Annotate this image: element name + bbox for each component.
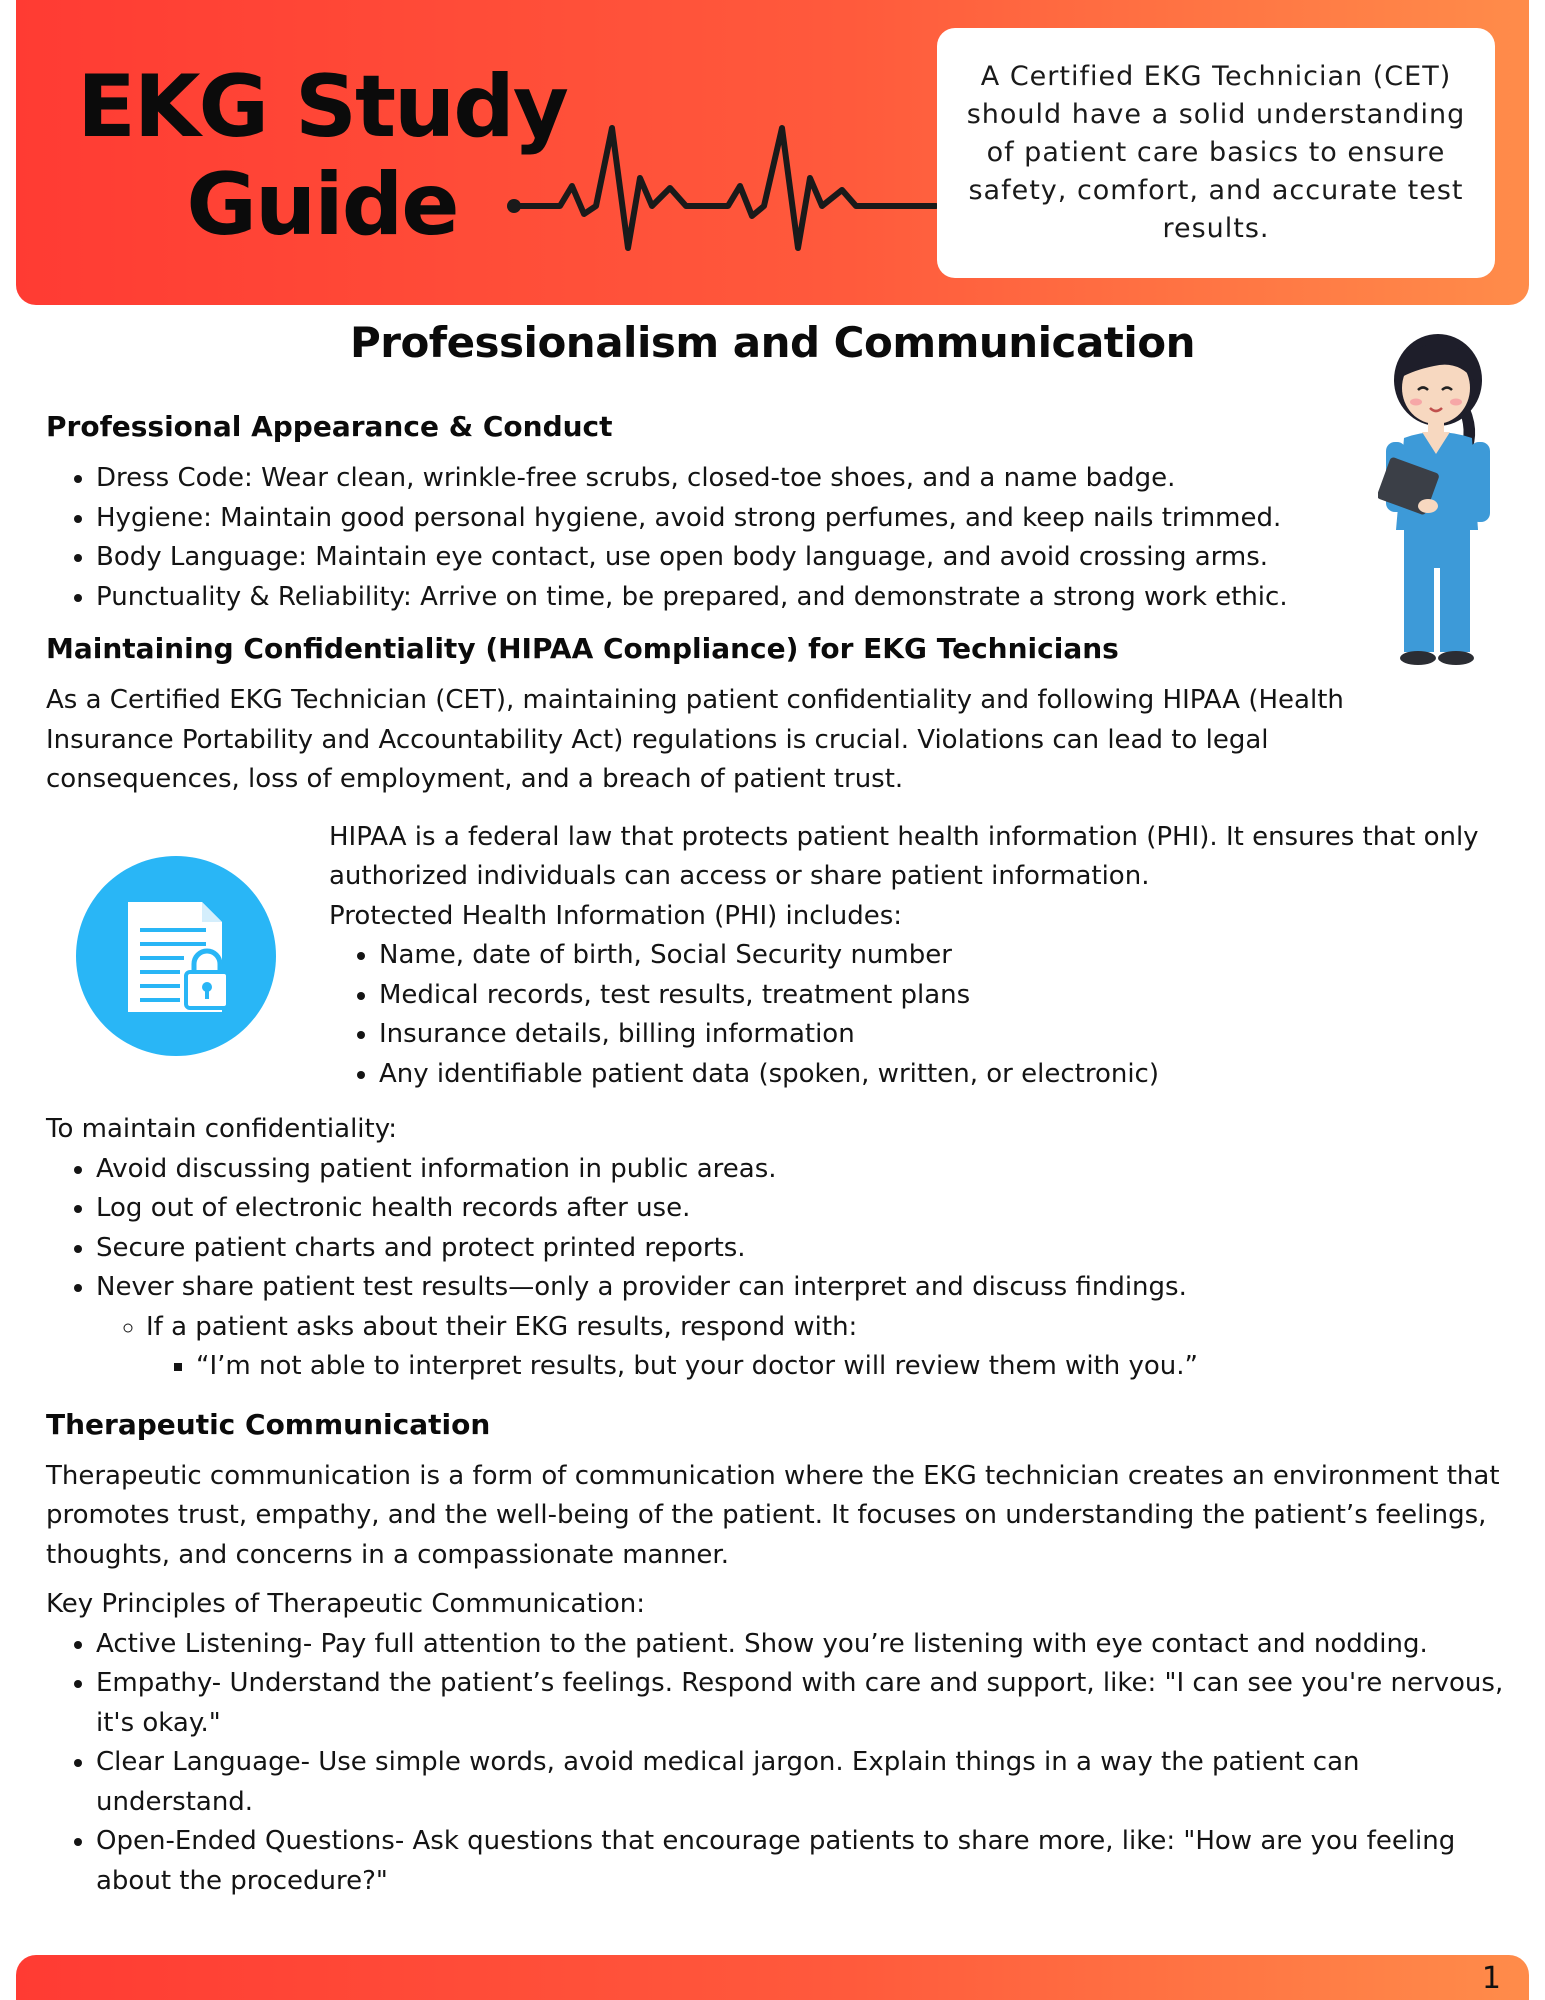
therapeutic-intro: Therapeutic communication is a form of communication where the EKG technician creates an environment that promotes trust, empathy, and the well-being of the patient. It focuses on understanding the patient’s feelings, thoughts, and concerns in a compassionate manner. bbox=[46, 1460, 1500, 1570]
list-item: • Insurance details, billing information bbox=[379, 1015, 1516, 1055]
principles-list bbox=[46, 1625, 1516, 1902]
list-item: • Log out of electronic health records after use. bbox=[96, 1189, 1516, 1229]
list-item: • Active Listening- Pay full attention to the patient. Show you’re listening with eye contact and nodding. bbox=[96, 1625, 1516, 1665]
list-item: • Open-Ended Questions- Ask questions that encourage patients to share more, like: "How are you feeling about the procedure?" bbox=[96, 1822, 1516, 1901]
sub-sub-list bbox=[146, 1347, 1516, 1387]
title-line-2: Guide bbox=[186, 155, 458, 255]
list-item: • Name, date of birth, Social Security number bbox=[379, 936, 1516, 976]
appearance-list bbox=[46, 459, 1516, 617]
secure-document-icon bbox=[76, 856, 276, 1056]
list-item: • Medical records, test results, treatment plans bbox=[379, 976, 1516, 1016]
section-title: Professionalism and Communication bbox=[349, 318, 1196, 367]
therapeutic-heading: Therapeutic Communication bbox=[46, 1407, 491, 1441]
list-item: • Secure patient charts and protect printed reports. bbox=[96, 1229, 1516, 1269]
main-content bbox=[46, 405, 1516, 1901]
list-item: • Dress Code: Wear clean, wrinkle-free scrubs, closed-toe shoes, and a name badge. bbox=[96, 459, 1516, 499]
hipaa-block bbox=[46, 818, 1516, 1095]
confidentiality-heading: Maintaining Confidentiality (HIPAA Compliance) for EKG Technicians bbox=[46, 632, 1119, 665]
hipaa-text: HIPAA is a federal law that protects patient health information (PHI). It ensures that only authorized individuals can access or share patient information. bbox=[329, 821, 1479, 891]
appearance-heading: Professional Appearance & Conduct bbox=[46, 410, 613, 443]
list-item: • Punctuality & Reliability: Arrive on time, be prepared, and demonstrate a strong work ethic. bbox=[96, 578, 1516, 618]
page-number: 1 bbox=[1481, 1961, 1501, 1996]
list-item: • Body Language: Maintain eye contact, use open body language, and avoid crossing arms. bbox=[96, 538, 1516, 578]
list-item-text: If a patient asks about their EKG results, respond with: bbox=[146, 1311, 858, 1342]
maintain-list bbox=[46, 1150, 1516, 1387]
list-item: • Empathy- Understand the patient’s feelings. Respond with care and support, like: "I can see you're nervous, it's okay." bbox=[96, 1664, 1516, 1743]
list-item: • Hygiene: Maintain good personal hygiene, avoid strong perfumes, and keep nails trimmed. bbox=[96, 499, 1516, 539]
phi-label: Protected Health Information (PHI) includes: bbox=[329, 900, 903, 931]
footer-bar bbox=[16, 1955, 1529, 2000]
maintain-label: To maintain confidentiality: bbox=[46, 1114, 397, 1144]
ekg-heartbeat-icon bbox=[500, 118, 940, 258]
phi-list bbox=[329, 936, 1516, 1094]
list-item-text: Never share patient test results—only a provider can interpret and discuss findings. bbox=[96, 1272, 1187, 1302]
list-item bbox=[146, 1308, 1516, 1387]
confidentiality-intro: As a Certified EKG Technician (CET), maintaining patient confidentiality and following HIPAA (Health Insurance Portability and Accountability Act) regulations is crucial. Violations can lead to legal consequences, loss of employment, and a breach of patient trust. bbox=[46, 685, 1344, 794]
title-line-1: EKG Study bbox=[77, 57, 567, 157]
list-item: ▪ “I’m not able to interpret results, but your doctor will review them with you.” bbox=[196, 1347, 1516, 1387]
intro-box: A Certified EKG Technician (CET) should have a solid understanding of patient care basics to ensure safety, comfort, and accurate test results. bbox=[937, 28, 1495, 278]
list-item: • Any identifiable patient data (spoken, written, or electronic) bbox=[379, 1055, 1516, 1095]
principles-label: Key Principles of Therapeutic Communication: bbox=[46, 1589, 646, 1619]
sub-list bbox=[96, 1308, 1516, 1387]
list-item bbox=[96, 1268, 1516, 1387]
list-item: • Clear Language- Use simple words, avoid medical jargon. Explain things in a way the patient can understand. bbox=[96, 1743, 1516, 1822]
list-item: • Avoid discussing patient information in public areas. bbox=[96, 1150, 1516, 1190]
